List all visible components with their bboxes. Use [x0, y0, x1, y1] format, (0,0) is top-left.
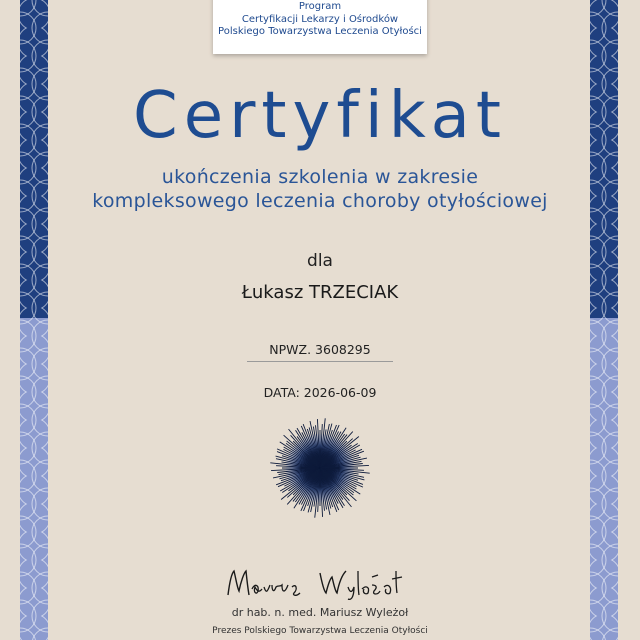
subtitle-line-1: ukończenia szkolenia w zakresie: [161, 166, 479, 188]
recipient-name: Łukasz TRZECIAK: [241, 282, 399, 303]
program-name-line: Certyfikacji Lekarzy i Ośrodków: [241, 13, 399, 25]
society-name-line: Polskiego Towarzystwa Leczenia Otyłości: [218, 26, 422, 37]
subtitle-line-2: kompleksowego leczenia choroby otyłościowej: [92, 190, 548, 212]
starburst-emblem: [268, 416, 372, 524]
program-label: Program: [298, 1, 342, 12]
signer-name: dr hab. n. med. Mariusz Wyleżoł: [231, 606, 409, 619]
program-header-card: [213, 0, 427, 54]
npwz-number: NPWZ. 3608295: [247, 342, 393, 362]
certificate-title: Certyfikat: [133, 79, 507, 153]
for-label: dla: [307, 251, 333, 271]
signer-role: Prezes Polskiego Towarzystwa Leczenia Otyłości: [212, 626, 428, 636]
certificate-date: DATA: 2026-06-09: [263, 385, 377, 400]
certificate-subtitle: [0, 165, 640, 213]
handwritten-signature: [222, 565, 422, 605]
